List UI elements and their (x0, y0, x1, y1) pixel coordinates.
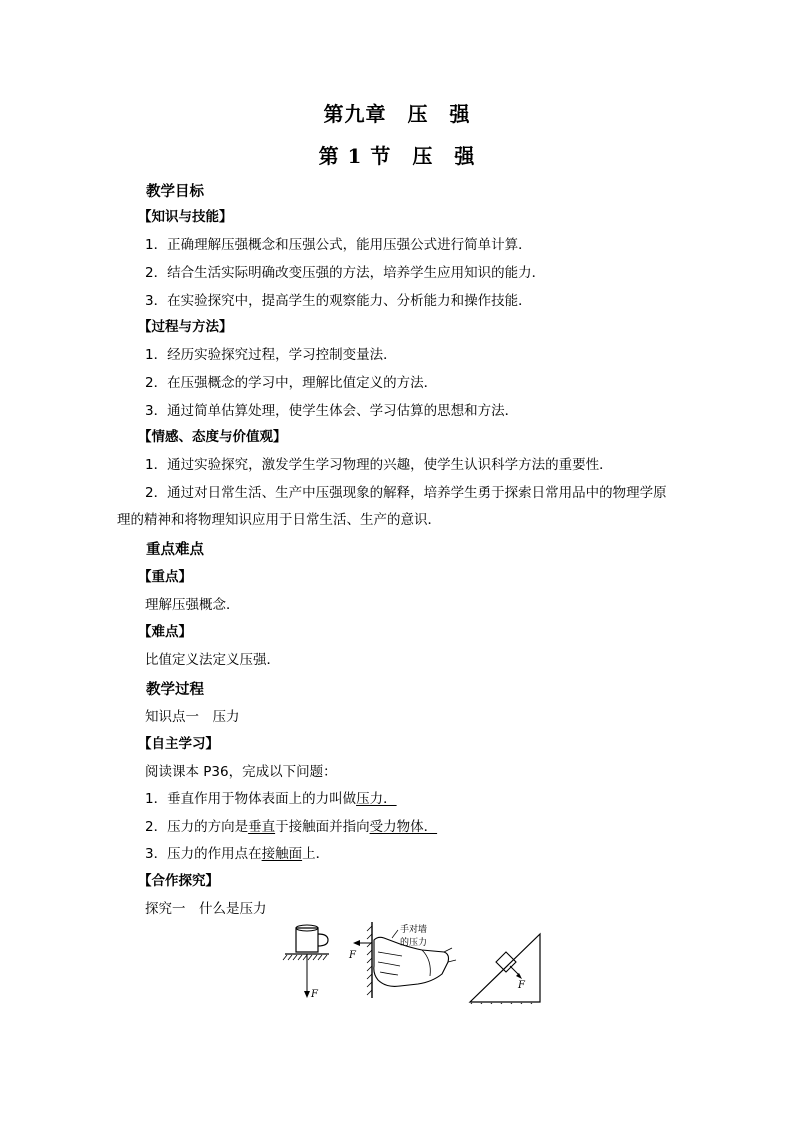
question-3-answer: 接触面 (261, 846, 303, 862)
knowledge-item-1: 1．正确理解压强概念和压强公式，能用压强公式进行简单计算． (145, 237, 532, 253)
self-study-heading: 【自主学习】 (138, 736, 219, 752)
force-label-1: F (311, 989, 318, 1000)
process-item-2: 2．在压强概念的学习中，理解比值定义的方法． (145, 375, 438, 391)
question-1-answer: 压力． (356, 791, 397, 807)
question-2-answer-1: 垂直 (248, 819, 276, 835)
difficulty-text: 比值定义法定义压强． (145, 652, 280, 668)
wall-note-line-2: 的压力 (400, 938, 428, 948)
question-1-text: 1．垂直作用于物体表面上的力叫做 (145, 791, 357, 807)
read-instruction: 阅读课本 P36，完成以下问题： (145, 764, 337, 780)
question-3-text-a: 3．压力的作用点在 (145, 846, 262, 862)
explore-1: 探究一 什么是压力 (145, 901, 267, 917)
wall-note-line-1: 手对墙 (400, 925, 428, 935)
chapter-title: 第九章 压 强 (323, 102, 471, 126)
emotion-item-1: 1．通过实验探究，激发学生学习物理的兴趣，使学生认识科学方法的重要性． (145, 457, 613, 473)
question-2 (145, 818, 437, 836)
process-item-3: 3．通过简单估算处理，使学生体会、学习估算的思想和方法． (145, 403, 519, 419)
key-points-heading: 重点难点 (146, 542, 204, 558)
question-1 (145, 790, 397, 808)
question-2-text-b: 于接触面并指向 (275, 819, 370, 835)
question-3-text-b: 上． (302, 846, 330, 862)
process-method-heading: 【过程与方法】 (138, 319, 233, 335)
knowledge-item-2: 2．结合生活实际明确改变压强的方法，培养学生应用知识的能力． (145, 265, 546, 281)
cooperation-heading: 【合作探究】 (138, 873, 219, 889)
difficulty-heading: 【难点】 (138, 624, 192, 640)
teaching-process-heading: 教学过程 (146, 682, 204, 698)
pressure-figures (282, 918, 544, 1004)
force-label-3: F (518, 980, 525, 991)
cup-on-table-figure (283, 925, 329, 1000)
emotion-item-2-cont: 理的精神和将物理知识应用于日常生活、生产的意识． (117, 512, 441, 528)
hand-on-wall-figure (348, 922, 456, 998)
knowledge-heading: 【知识与技能】 (138, 209, 233, 225)
pressure-diagram (282, 918, 544, 1004)
force-label-2: F (349, 950, 356, 961)
focus-heading: 【重点】 (138, 569, 192, 585)
focus-text: 理解压强概念． (145, 597, 240, 613)
knowledge-point-1: 知识点一 压力 (145, 709, 240, 725)
block-on-incline-figure (468, 934, 540, 1004)
knowledge-item-3: 3．在实验探究中，提高学生的观察能力、分析能力和操作技能． (145, 293, 532, 309)
emotion-item-2: 2．通过对日常生活、生产中压强现象的解释，培养学生勇于探索日常用品中的物理学原 (145, 485, 667, 501)
goals-heading: 教学目标 (146, 184, 204, 200)
process-item-1: 1．经历实验探究过程，学习控制变量法． (145, 347, 397, 363)
question-2-text-a: 2．压力的方向是 (145, 819, 249, 835)
question-2-answer-2: 受力物体． (369, 819, 438, 835)
question-3 (145, 845, 329, 863)
emotion-heading: 【情感、态度与价值观】 (138, 429, 287, 445)
section-title: 第 1 节 压 强 (318, 144, 476, 168)
